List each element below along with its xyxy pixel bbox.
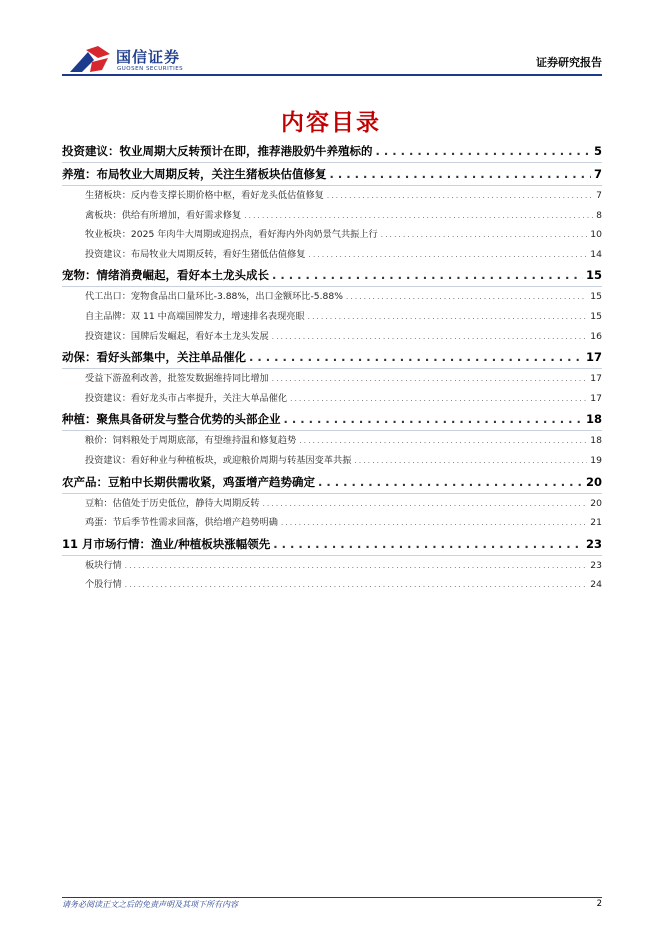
toc-subsection-entry[interactable] xyxy=(62,327,602,347)
dot-leader xyxy=(327,187,593,206)
dot-leader xyxy=(244,207,593,226)
toc-subsection-entry[interactable] xyxy=(62,575,602,595)
dot-leader xyxy=(318,471,583,493)
toc-entry-page: 17 xyxy=(585,350,602,365)
toc-title: 内容目录 xyxy=(281,110,381,136)
toc-entry-page: 15 xyxy=(590,310,602,322)
toc-entry-page: 17 xyxy=(590,392,602,404)
dot-leader xyxy=(272,264,583,286)
dot-leader xyxy=(281,514,587,533)
toc-section-entry[interactable] xyxy=(62,163,602,186)
report-type: 证券研究报告 xyxy=(536,56,602,69)
dot-leader xyxy=(249,346,583,368)
brand-name-cn: 国信证券 xyxy=(116,48,181,66)
toc-entry-label: 受益下游盈利改善，批签发数据维持同比增加 xyxy=(85,373,269,385)
toc-subsection-entry[interactable] xyxy=(62,556,602,576)
toc-entry-page: 14 xyxy=(590,248,602,260)
page-header xyxy=(62,40,602,76)
toc-entry-page: 5 xyxy=(593,144,602,158)
toc-section-entry[interactable] xyxy=(62,140,602,163)
toc-subsection-entry[interactable] xyxy=(62,206,602,226)
toc-entry-page: 20 xyxy=(585,474,602,489)
toc-entry-label: 投资建议：布局牧业大周期反转，看好生猪低估值修复 xyxy=(85,248,306,260)
toc-subsection-entry[interactable] xyxy=(62,245,602,265)
toc-entry-page: 16 xyxy=(590,330,602,342)
toc-subsection-entry[interactable] xyxy=(62,513,602,533)
toc-entry-label: 个股行情 xyxy=(85,579,122,591)
dot-leader xyxy=(273,533,583,555)
toc-section-entry[interactable] xyxy=(62,264,602,287)
toc-entry-label: 11 月市场行情：渔业/种植板块涨幅领先 xyxy=(62,536,271,551)
toc-subsection-entry[interactable] xyxy=(62,287,602,307)
dot-leader xyxy=(309,246,588,265)
toc-subsection-entry[interactable] xyxy=(62,389,602,409)
dot-leader xyxy=(272,328,588,347)
dot-leader xyxy=(125,557,588,576)
toc-entry-label: 宠物：情绪消费崛起，看好本土龙头成长 xyxy=(62,268,269,283)
toc-entry-page: 8 xyxy=(596,209,602,221)
toc-subsection-entry[interactable] xyxy=(62,451,602,471)
toc-subsection-entry[interactable] xyxy=(62,494,602,514)
toc-entry-label: 板块行情 xyxy=(85,559,122,571)
toc-section-entry[interactable] xyxy=(62,533,602,556)
dot-leader xyxy=(290,390,587,409)
dot-leader xyxy=(330,163,591,185)
toc-entry-label: 投资建议：国牌后发崛起，看好本土龙头发展 xyxy=(85,330,269,342)
guosen-logo-icon xyxy=(68,44,112,74)
toc-entry-label: 生猪板块：反内卷支撑长期价格中枢，看好龙头低估值修复 xyxy=(85,190,324,201)
toc-entry-label: 投资建议：看好种业与种植板块，或迎粮价周期与转基因变革共振 xyxy=(85,454,352,466)
toc-subsection-entry[interactable] xyxy=(62,431,602,451)
dot-leader xyxy=(381,226,588,245)
dot-leader xyxy=(284,408,583,430)
toc-entry-label: 自主品牌：双 11 中高端国牌发力，增速排名表现亮眼 xyxy=(85,310,305,322)
toc-entry-page: 10 xyxy=(590,229,602,241)
toc-entry-page: 21 xyxy=(590,517,602,529)
toc-subsection-entry[interactable] xyxy=(62,225,602,245)
toc-subsection-entry[interactable] xyxy=(62,369,602,389)
dot-leader xyxy=(354,452,587,471)
toc-section-entry[interactable] xyxy=(62,346,602,369)
guosen-logo xyxy=(68,42,218,76)
toc-entry-page: 7 xyxy=(593,167,602,181)
dot-leader xyxy=(125,576,588,595)
footer-divider xyxy=(62,897,602,898)
dot-leader xyxy=(299,432,587,451)
toc-entry-page: 15 xyxy=(585,268,602,283)
dot-leader xyxy=(308,308,588,327)
header-divider xyxy=(62,74,602,76)
toc-entry-label: 投资建议：牧业周期大反转预计在即，推荐港股奶牛养殖标的 xyxy=(62,144,373,158)
footer-disclaimer: 请务必阅读正文之后的免责声明及其项下所有内容 xyxy=(62,900,238,909)
dot-leader xyxy=(272,370,588,389)
toc-entry-label: 动保：看好头部集中，关注单品催化 xyxy=(62,350,246,365)
toc-entry-page: 18 xyxy=(585,412,602,427)
toc-subsection-entry[interactable] xyxy=(62,307,602,327)
toc-entry-page: 17 xyxy=(590,373,602,385)
toc-entry-label: 养殖：布局牧业大周期反转，关注生猪板块估值修复 xyxy=(62,167,327,181)
toc-section-entry[interactable] xyxy=(62,471,602,494)
toc-entry-label: 投资建议：看好龙头市占率提升，关注大单品催化 xyxy=(85,392,288,404)
toc-entry-label: 禽板块：供给有所增加，看好需求修复 xyxy=(85,209,242,221)
toc-entry-label: 农产品：豆粕中长期供需收紧，鸡蛋增产趋势确定 xyxy=(62,474,315,489)
toc-subsection-entry[interactable] xyxy=(62,186,602,206)
dot-leader xyxy=(376,140,591,162)
toc-entry-label: 牧业板块：2025 年肉牛大周期或迎拐点，看好海内外肉奶景气共振上行 xyxy=(85,229,378,241)
toc-entry-label: 鸡蛋：节后季节性需求回落，供给增产趋势明确 xyxy=(85,517,278,529)
table-of-contents xyxy=(62,140,602,595)
toc-entry-label: 豆粕：估值处于历史低位，静待大周期反转 xyxy=(85,497,260,509)
toc-entry-label: 种植：聚焦具备研发与整合优势的头部企业 xyxy=(62,412,281,427)
toc-section-entry[interactable] xyxy=(62,408,602,431)
page-number: 2 xyxy=(596,899,602,909)
toc-entry-label: 代工出口：宠物食品出口量环比-3.88%，出口金额环比-5.88% xyxy=(85,291,343,303)
dot-leader xyxy=(346,288,587,307)
toc-entry-page: 24 xyxy=(590,579,602,591)
toc-entry-page: 23 xyxy=(590,559,602,571)
toc-entry-label: 粮价：饲料粮处于周期底部，有望维持温和修复趋势 xyxy=(85,435,297,447)
toc-entry-page: 23 xyxy=(585,536,602,551)
brand-name-en: GUOSEN SECURITIES xyxy=(117,66,184,72)
toc-entry-page: 18 xyxy=(590,435,602,447)
toc-entry-page: 19 xyxy=(590,454,602,466)
dot-leader xyxy=(263,495,588,514)
toc-entry-page: 15 xyxy=(590,291,602,303)
toc-entry-page: 7 xyxy=(596,190,602,201)
toc-entry-page: 20 xyxy=(590,497,602,509)
